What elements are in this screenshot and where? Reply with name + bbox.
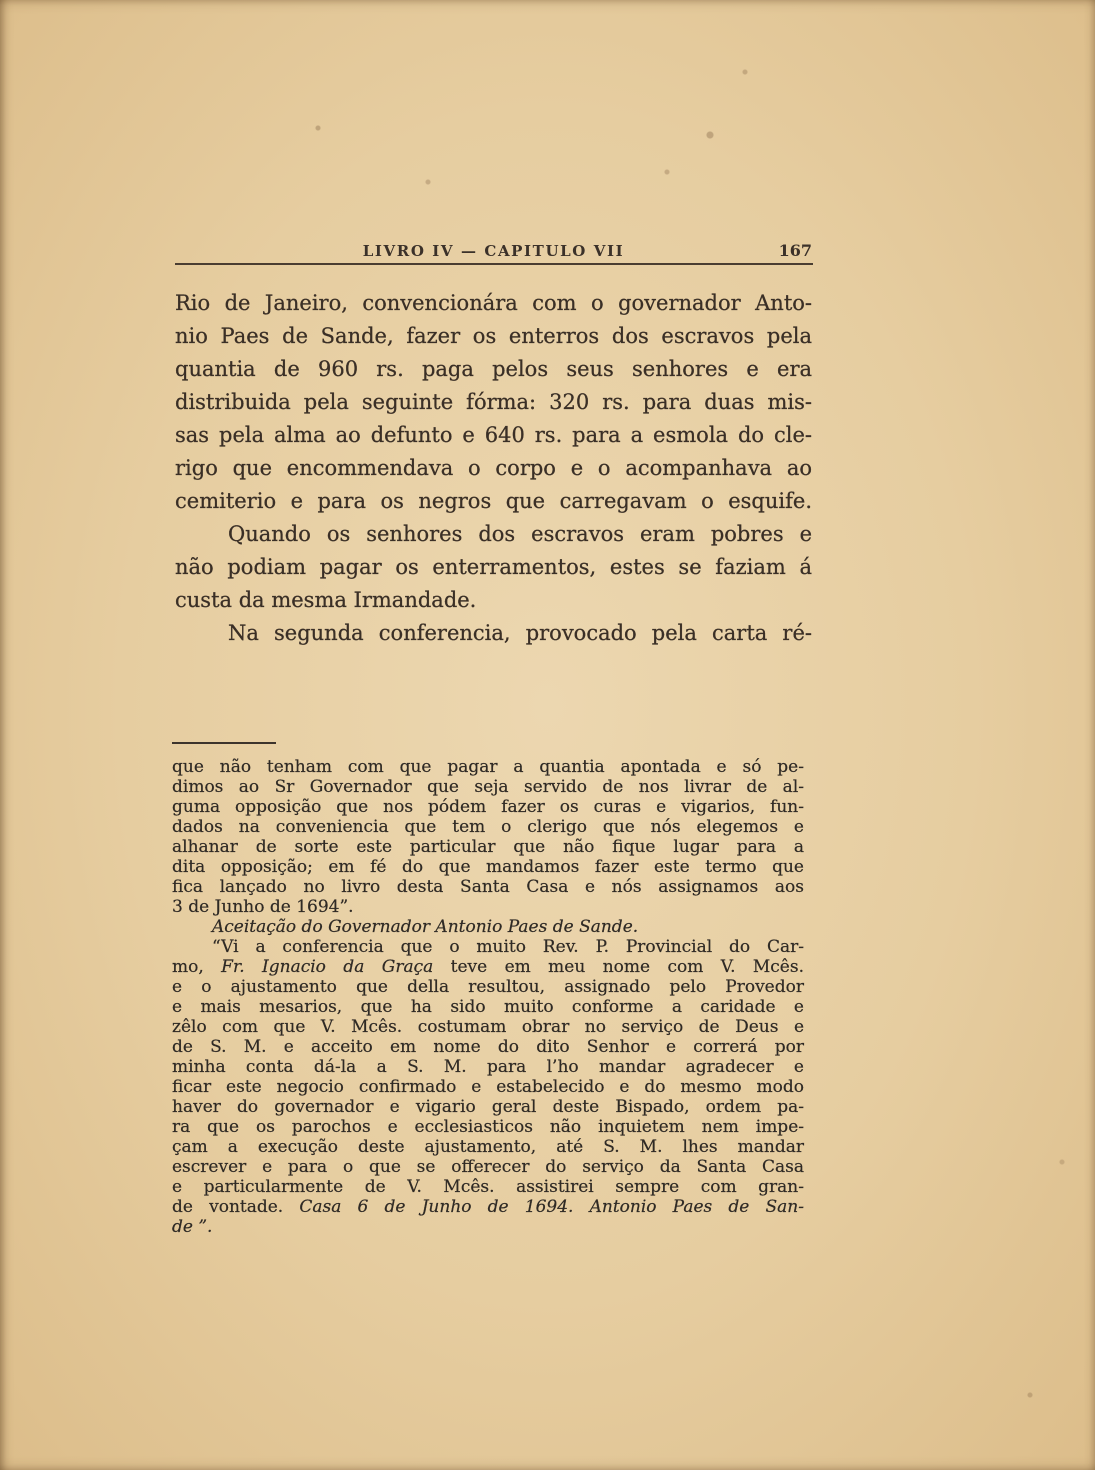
footnote-text: ra que os parochos e ecclesiasticos não inquietem nem impe-: [172, 1117, 804, 1137]
footnote-line: [172, 1037, 804, 1057]
footnote-line: [172, 1177, 804, 1197]
body-paragraph: [175, 518, 812, 617]
footnote-text: e o ajustamento que della resultou, assignado pelo Provedor: [172, 977, 804, 997]
body-text: Quando os senhores dos escravos eram pobres e: [228, 522, 812, 546]
footnote-line: [172, 1217, 804, 1237]
footnote-text: minha conta dá-la a S. M. para l’ho mandar agradecer e: [172, 1057, 804, 1077]
footnote-line: [172, 1017, 804, 1037]
body-line: [175, 452, 812, 485]
running-title: LIVRO IV — CAPITULO VII: [362, 242, 625, 260]
footnote-text: de vontade.: [172, 1197, 300, 1217]
body-line: [175, 551, 812, 584]
footnote-italic-text: Casa 6 de Junho de 1694. Antonio Paes de San-: [299, 1197, 805, 1217]
footnote-text: e mais mesarios, que ha sido muito conforme a caridade e: [172, 997, 804, 1017]
page-number: 167: [778, 241, 812, 260]
body-text: sas pela alma ao defunto e 640 rs. para a esmola do cle-: [175, 423, 812, 447]
footnote-line: [172, 757, 804, 777]
body-line: [175, 287, 812, 320]
body-line: [175, 518, 812, 551]
footnote-text: dimos ao Sr Governador que seja servido de nos livrar de al-: [172, 777, 804, 797]
body-text: rigo que encommendava o corpo e o acompanhava ao: [175, 456, 812, 480]
footnote-line: [172, 1137, 804, 1157]
footnote-paragraph: [172, 757, 804, 917]
footnote-text: dita opposição; em fé do que mandamos fazer este termo que: [172, 857, 804, 877]
footnote-paragraph: [172, 937, 804, 1237]
body-paragraph: [175, 287, 812, 518]
footnote-line: [172, 877, 804, 897]
footnote-line: [172, 897, 804, 917]
footnote-text: “Vi a conferencia que o muito Rev. P. Provincial do Car-: [212, 937, 804, 957]
footnote-line: [172, 837, 804, 857]
footnote-line: [172, 1117, 804, 1137]
footnote-line: [172, 797, 804, 817]
footnote-line: [172, 1097, 804, 1117]
footnote-separator: [172, 742, 276, 744]
footnote-line: [172, 957, 804, 977]
footnote-text: fica lançado no livro desta Santa Casa e nós assignamos aos: [172, 877, 804, 897]
footnote-text: 3 de Junho de 1694”.: [172, 897, 354, 917]
body-line: [175, 617, 812, 650]
footnote-text: alhanar de sorte este particular que não fique lugar para a: [172, 837, 804, 857]
footnote-text: ficar este negocio confirmado e estabelecido e do mesmo modo: [172, 1077, 804, 1097]
body-text: distribuida pela seguinte fórma: 320 rs. para duas mis-: [175, 390, 812, 414]
body-text: nio Paes de Sande, fazer os enterros dos escravos pela: [175, 324, 812, 348]
footnote-line: [172, 857, 804, 877]
footnote-line: [172, 1157, 804, 1177]
body-line: [175, 386, 812, 419]
footnote-text: de S. M. e acceito em nome do dito Senhor e correrá por: [172, 1037, 804, 1057]
footnote-line: [172, 777, 804, 797]
body-text: custa da mesma Irmandade.: [175, 588, 477, 612]
footnote-italic-text: Aceitação do Governador Antonio Paes de Sande.: [212, 917, 639, 937]
footnote-italic-text: Fr. Ignacio da Graça: [221, 957, 434, 977]
footnote-text: zêlo com que V. Mcês. costumam obrar no serviço de Deus e: [172, 1017, 804, 1037]
footnote-italic-text: de ”.: [172, 1217, 213, 1237]
body-text: cemiterio e para os negros que carregavam o esquife.: [175, 489, 812, 513]
footnote-line: [172, 917, 804, 937]
footnote: [172, 757, 804, 1237]
footnote-line: [172, 1057, 804, 1077]
header-rule: [175, 263, 813, 265]
footnote-text: que não tenham com que pagar a quantia apontada e só pe-: [172, 757, 804, 777]
body-text: Rio de Janeiro, convencionára com o governador Anto-: [175, 291, 812, 315]
body-text: quantia de 960 rs. paga pelos seus senhores e era: [175, 357, 812, 381]
footnote-text: escrever e para o que se offerecer do serviço da Santa Casa: [172, 1157, 804, 1177]
body-text: [175, 287, 812, 650]
body-line: [175, 485, 812, 518]
footnote-text: dados na conveniencia que tem o clerigo que nós elegemos e: [172, 817, 804, 837]
body-paragraph: [175, 617, 812, 650]
footnote-text: mo,: [172, 957, 222, 977]
footnote-line: [172, 1197, 804, 1217]
body-text: não podiam pagar os enterramentos, estes se faziam á: [175, 555, 812, 579]
body-line: [175, 353, 812, 386]
footnote-line: [172, 977, 804, 997]
body-line: [175, 320, 812, 353]
footnote-paragraph: [172, 917, 804, 937]
footnote-line: [172, 817, 804, 837]
footnote-text: haver do governador e vigario geral deste Bispado, ordem pa-: [172, 1097, 804, 1117]
body-line: [175, 419, 812, 452]
footnote-line: [172, 997, 804, 1017]
footnote-text: çam a execução deste ajustamento, até S. M. lhes mandar: [172, 1137, 804, 1157]
body-text: Na segunda conferencia, provocado pela carta ré-: [228, 621, 812, 645]
footnote-line: [172, 937, 804, 957]
footnote-line: [172, 1077, 804, 1097]
footnote-text: teve em meu nome com V. Mcês.: [433, 957, 804, 977]
body-line: [175, 584, 812, 617]
footnote-text: e particularmente de V. Mcês. assistirei sempre com gran-: [172, 1177, 804, 1197]
footnote-text: guma opposição que nos pódem fazer os curas e vigarios, fun-: [172, 797, 804, 817]
